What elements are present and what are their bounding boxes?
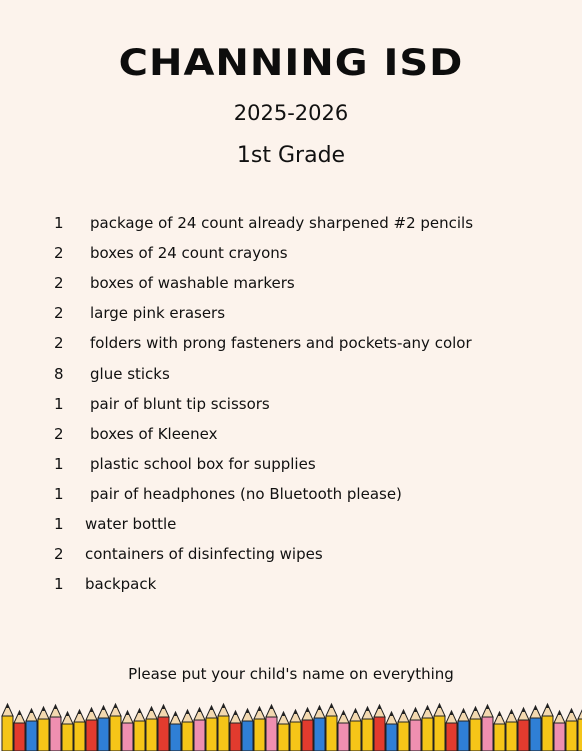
pencil-icon: [446, 711, 457, 751]
item-quantity: 1: [54, 515, 64, 533]
pencil-icon: [518, 708, 529, 751]
item-quantity: 2: [54, 274, 64, 293]
pencil-icon: [554, 711, 565, 751]
pencil-icon: [398, 710, 409, 751]
pencil-icon: [482, 705, 493, 751]
pencil-icon: [62, 712, 73, 751]
pencil-icon: [122, 711, 133, 751]
pencil-icon: [290, 710, 301, 751]
page-title: CHANNING ISD: [118, 41, 464, 85]
item-description: package of 24 count already sharpened #2 pencils: [90, 214, 474, 232]
pencil-icon: [170, 712, 181, 751]
pencil-icon: [470, 707, 481, 751]
pencil-icon: [86, 708, 97, 751]
item-quantity: 2: [54, 424, 64, 443]
pencil-border-icon: [0, 700, 582, 751]
item-quantity: 2: [54, 244, 64, 263]
pencil-icon: [254, 707, 265, 751]
item-quantity: 1: [54, 214, 64, 232]
item-quantity: 1: [54, 484, 64, 503]
pencil-icon: [206, 706, 217, 751]
pencil-icon: [578, 707, 582, 751]
pencil-icon: [494, 712, 505, 751]
pencil-icon: [506, 710, 517, 751]
pencil-icon: [542, 704, 553, 751]
pencil-icon: [182, 710, 193, 751]
pencil-icon: [338, 711, 349, 751]
item-description: boxes of 24 count crayons: [90, 244, 288, 263]
pencil-icon: [134, 709, 145, 751]
pencil-icon: [158, 705, 169, 751]
item-quantity: 2: [54, 304, 64, 323]
pencil-icon: [38, 707, 49, 751]
item-description: glue sticks: [90, 364, 170, 383]
pencil-icon: [530, 706, 541, 751]
pencil-icon: [98, 706, 109, 751]
pencil-icon: [50, 705, 61, 751]
pencil-icon: [374, 705, 385, 751]
item-quantity: 8: [54, 364, 64, 383]
pencil-icon: [146, 707, 157, 751]
item-description: containers of disinfecting wipes: [85, 545, 323, 564]
pencil-icon: [266, 705, 277, 751]
pencil-icon: [74, 710, 85, 751]
pencil-icon: [566, 709, 577, 751]
item-quantity: 2: [54, 334, 64, 353]
pencil-icon: [14, 711, 25, 751]
item-description: folders with prong fasteners and pockets-any color: [90, 334, 472, 353]
item-description: boxes of Kleenex: [90, 424, 218, 443]
pencil-icon: [230, 711, 241, 751]
pencil-icon: [194, 708, 205, 751]
item-quantity: 2: [54, 545, 64, 564]
pencil-icon: [326, 704, 337, 751]
grade-heading: 1st Grade: [236, 143, 346, 168]
pencil-icon: [278, 712, 289, 751]
pencil-icon: [422, 706, 433, 751]
pencil-icon: [314, 706, 325, 751]
pencil-icon: [362, 707, 373, 751]
pencil-icon: [2, 704, 13, 751]
item-quantity: 1: [54, 575, 64, 594]
pencil-icon: [458, 709, 469, 751]
pencil-icon: [218, 704, 229, 751]
item-description: plastic school box for supplies: [90, 454, 316, 473]
footer-note: Please put your child's name on everything: [128, 665, 454, 683]
item-quantity: 1: [54, 394, 64, 413]
item-description: backpack: [85, 575, 157, 594]
pencil-icon: [434, 704, 445, 751]
pencil-icon: [410, 708, 421, 751]
pencil-icon: [302, 708, 313, 751]
item-description: boxes of washable markers: [90, 274, 295, 293]
pencil-icon: [110, 704, 121, 751]
pencil-icon: [242, 709, 253, 751]
item-description: pair of blunt tip scissors: [90, 394, 270, 413]
school-year: 2025-2026: [233, 101, 349, 125]
pencil-icon: [386, 712, 397, 751]
pencil-icon: [26, 709, 37, 751]
item-description: water bottle: [85, 515, 177, 533]
pencil-icon: [350, 709, 361, 751]
item-description: large pink erasers: [90, 304, 226, 323]
item-description: pair of headphones (no Bluetooth please): [90, 484, 402, 503]
item-quantity: 1: [54, 454, 64, 473]
